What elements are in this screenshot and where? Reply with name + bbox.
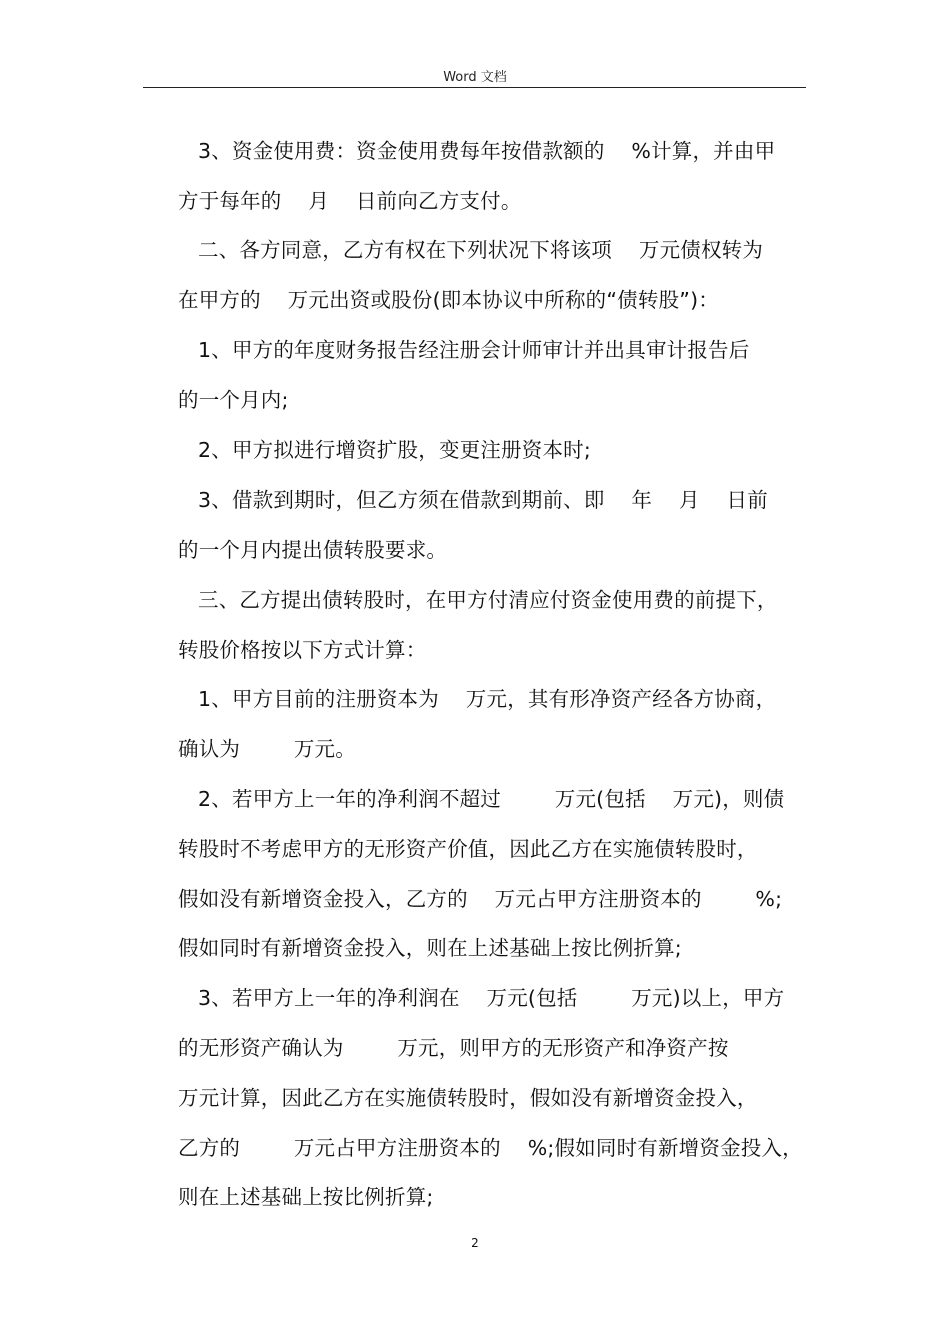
text-line: 转股价格按以下方式计算： [178, 638, 427, 662]
text-line: 3、若甲方上一年的净利润在 万元(包括 万元)以上，甲方 [198, 986, 785, 1010]
text-line: 二、各方同意，乙方有权在下列状况下将该项 万元债权转为 [198, 238, 764, 262]
text-line: 确认为 万元。 [178, 737, 356, 761]
text-line: 3、借款到期时，但乙方须在借款到期前、即 年 月 日前 [198, 488, 768, 512]
text-line: 假如同时有新增资金投入，则在上述基础上按比例折算; [178, 936, 682, 960]
text-line: 的一个月内; [178, 388, 289, 412]
page-header-title: Word 文档 [443, 70, 507, 85]
text-line: 的一个月内提出债转股要求。 [178, 538, 448, 562]
text-line: 1、甲方目前的注册资本为 万元，其有形净资产经各方协商， [198, 687, 777, 711]
text-line: 2、甲方拟进行增资扩股，变更注册资本时; [198, 438, 591, 462]
header-divider [143, 87, 806, 88]
text-line: 方于每年的 月 日前向乙方支付。 [178, 189, 522, 213]
text-line: 的无形资产确认为 万元，则甲方的无形资产和净资产按 [178, 1036, 729, 1060]
text-line: 乙方的 万元占甲方注册资本的 %;假如同时有新增资金投入， [178, 1136, 803, 1160]
text-line: 在甲方的 万元出资或股份(即本协议中所称的“债转股”)： [178, 288, 720, 312]
text-line: 则在上述基础上按比例折算; [178, 1185, 434, 1209]
text-line: 三、乙方提出债转股时，在甲方付清应付资金使用费的前提下， [198, 588, 778, 612]
text-line: 转股时不考虑甲方的无形资产价值，因此乙方在实施债转股时， [178, 837, 758, 861]
text-line: 3、资金使用费：资金使用费每年按借款额的 %计算，并由甲 [198, 139, 776, 163]
page-number: 2 [471, 1236, 479, 1250]
text-line: 2、若甲方上一年的净利润不超过 万元(包括 万元)，则债 [198, 787, 785, 811]
text-line: 万元计算，因此乙方在实施债转股时，假如没有新增资金投入， [178, 1086, 758, 1110]
text-line: 1、甲方的年度财务报告经注册会计师审计并出具审计报告后 [198, 338, 750, 362]
text-line: 假如没有新增资金投入，乙方的 万元占甲方注册资本的 %; [178, 887, 783, 911]
